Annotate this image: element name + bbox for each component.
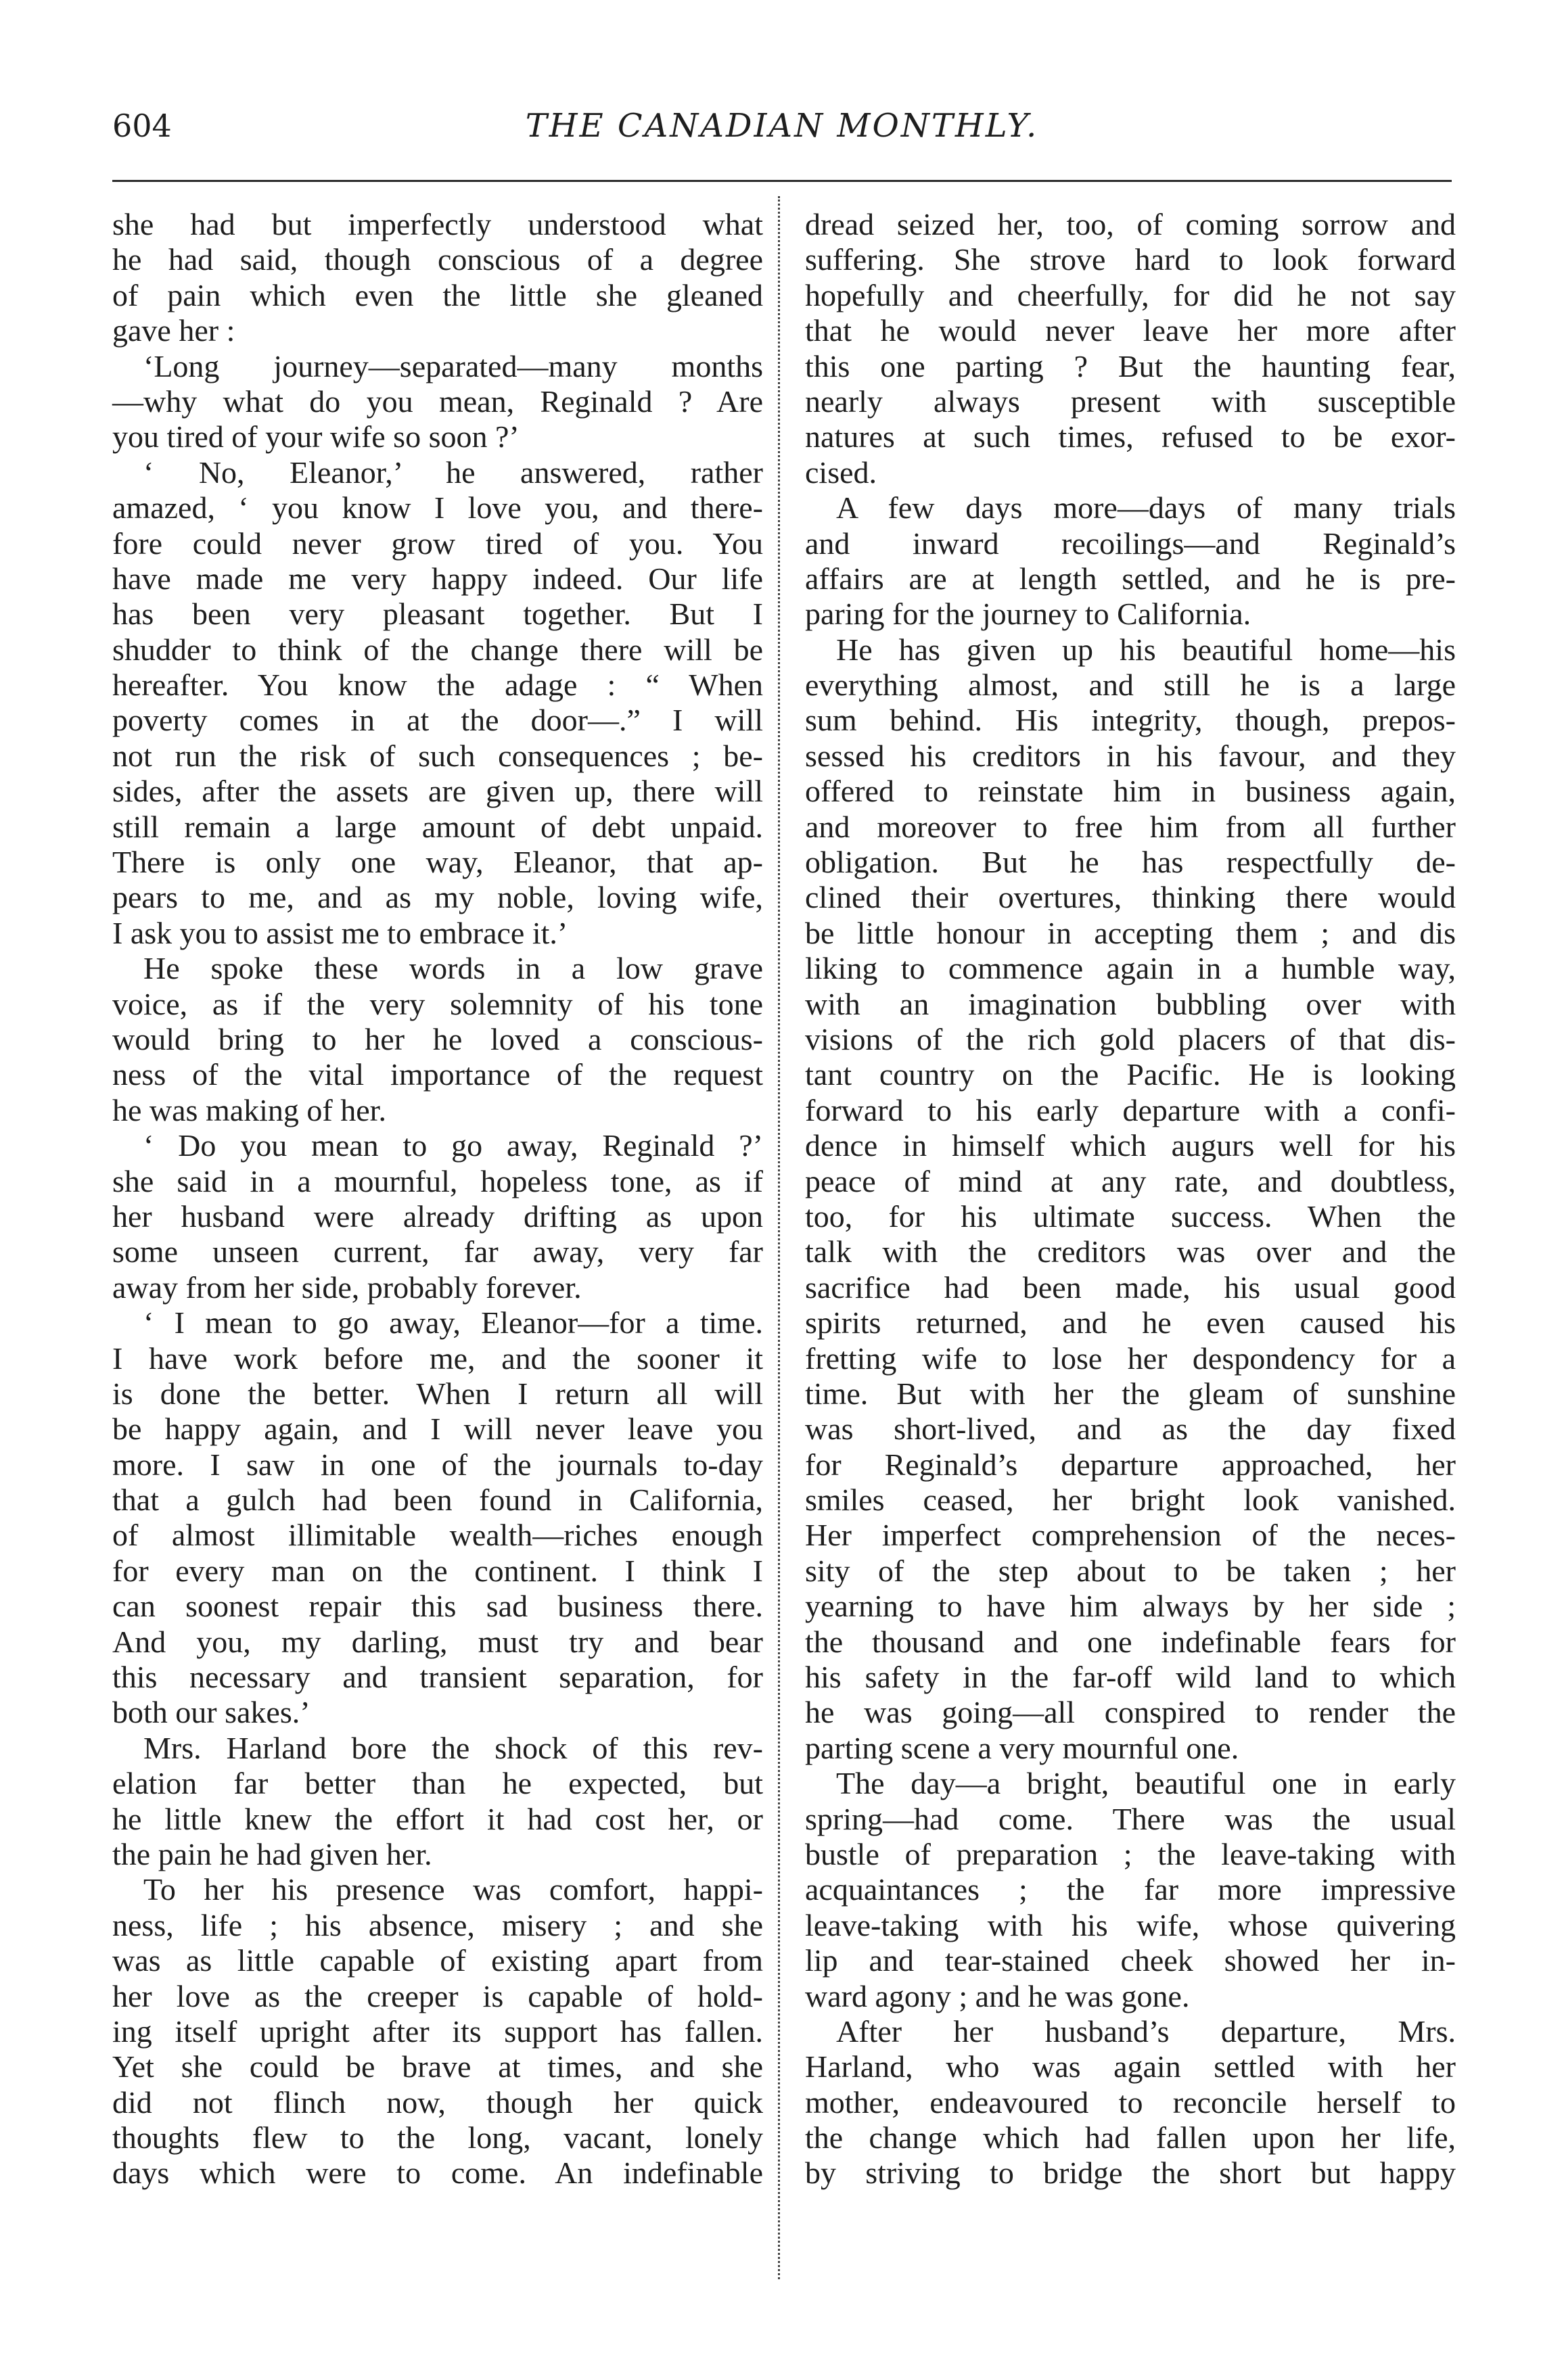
text-line: offered to reinstate him in business again, — [805, 774, 1456, 809]
text-line: He spoke these words in a low grave — [143, 951, 763, 986]
text-line: be little honour in accepting them ; and dis — [805, 915, 1456, 950]
text-line: be happy again, and I will never leave you — [112, 1411, 763, 1447]
text-line: he was going—all conspired to render the — [805, 1695, 1456, 1730]
text-line: To her his presence was comfort, happi- — [143, 1872, 763, 1907]
text-line: he little knew the effort it had cost her, or — [112, 1801, 763, 1836]
right-column — [805, 207, 1456, 2191]
text-line: obligation. But he has respectfully de- — [805, 845, 1456, 880]
text-line: hereafter. You know the adage : “ When — [112, 668, 763, 703]
text-line: days which were to come. An indefinable — [112, 2155, 763, 2191]
text-line: visions of the rich gold placers of that dis- — [805, 1021, 1456, 1056]
text-line: cised. — [805, 454, 877, 490]
header-rule — [112, 180, 1452, 182]
text-line: peace of mind at any rate, and doubtless, — [805, 1163, 1456, 1198]
text-line: Harland, who was again settled with her — [805, 2049, 1456, 2084]
text-line: forward to his early departure with a confi- — [805, 1092, 1456, 1127]
text-line: dence in himself which augurs well for his — [805, 1128, 1456, 1163]
text-line: parting scene a very mournful one. — [805, 1730, 1239, 1765]
text-line: suffering. She strove hard to look forward — [805, 242, 1456, 277]
text-line: acquaintances ; the far more impressive — [805, 1872, 1456, 1907]
text-line: with an imagination bubbling over with — [805, 986, 1456, 1021]
text-line: sum behind. His integrity, though, prepos- — [805, 703, 1456, 738]
text-line: you tired of your wife so soon ?’ — [112, 419, 520, 454]
column-divider — [778, 196, 780, 2279]
text-line: he was making of her. — [112, 1092, 386, 1127]
text-line: of almost illimitable wealth—riches enough — [112, 1518, 763, 1553]
text-line: by striving to bridge the short but happy — [805, 2155, 1456, 2191]
text-line: was as little capable of existing apart from — [112, 1943, 763, 1978]
text-line: spirits returned, and he even caused his — [805, 1305, 1456, 1340]
text-line: hopefully and cheerfully, for did he not say — [805, 277, 1456, 312]
text-line: mother, endeavoured to reconcile herself to — [805, 2084, 1456, 2120]
text-line: dread seized her, too, of coming sorrow and — [805, 207, 1456, 241]
text-line: shudder to think of the change there will be — [112, 632, 763, 667]
text-line: she said in a mournful, hopeless tone, as if — [112, 1163, 763, 1198]
text-line: lip and tear-stained cheek showed her in- — [805, 1943, 1456, 1978]
text-line: Mrs. Harland bore the shock of this rev- — [143, 1730, 763, 1765]
text-line: he had said, though conscious of a degree — [112, 242, 763, 277]
text-line: fretting wife to lose her despondency for a — [805, 1340, 1456, 1376]
text-line: smiles ceased, her bright look vanished. — [805, 1483, 1456, 1518]
text-line: Yet she could be brave at times, and she — [112, 2049, 763, 2084]
text-line: for every man on the continent. I think I — [112, 1553, 763, 1588]
text-line: A few days more—days of many trials — [836, 490, 1456, 526]
text-line: of pain which even the little she gleaned — [112, 277, 763, 312]
text-line: ‘ I mean to go away, Eleanor—for a time. — [143, 1305, 763, 1340]
text-line: pears to me, and as my noble, loving wife, — [112, 880, 763, 915]
text-line: both our sakes.’ — [112, 1695, 310, 1730]
text-line: that a gulch had been found in California, — [112, 1483, 763, 1518]
text-line: After her husband’s departure, Mrs. — [836, 2013, 1456, 2049]
text-line: everything almost, and still he is a large — [805, 668, 1456, 703]
text-line: and inward recoilings—and Reginald’s — [805, 526, 1456, 561]
text-line: leave-taking with his wife, whose quivering — [805, 1907, 1456, 1942]
text-line: yearning to have him always by her side ; — [805, 1589, 1456, 1624]
text-line: ness of the vital importance of the request — [112, 1057, 763, 1092]
text-line: sity of the step about to be taken ; her — [805, 1553, 1456, 1588]
text-line: talk with the creditors was over and the — [805, 1234, 1456, 1269]
text-line: ing itself upright after its support has fallen. — [112, 2013, 763, 2049]
text-line: sessed his creditors in his favour, and they — [805, 738, 1456, 773]
text-line: has been very pleasant together. But I — [112, 597, 763, 632]
text-line: I have work before me, and the sooner it — [112, 1340, 763, 1376]
text-line: not run the risk of such consequences ; be- — [112, 738, 763, 773]
text-line: He has given up his beautiful home—his — [836, 632, 1456, 667]
text-line: her love as the creeper is capable of hold- — [112, 1978, 763, 2013]
text-line: time. But with her the gleam of sunshine — [805, 1376, 1456, 1411]
text-line: too, for his ultimate success. When the — [805, 1198, 1456, 1234]
text-line: for Reginald’s departure approached, her — [805, 1447, 1456, 1482]
text-line: natures at such times, refused to be exor- — [805, 419, 1456, 454]
text-line: sacrifice had been made, his usual good — [805, 1269, 1456, 1305]
text-line: —why what do you mean, Reginald ? Are — [112, 383, 763, 419]
text-line: and moreover to free him from all further — [805, 809, 1456, 844]
text-line: I ask you to assist me to embrace it.’ — [112, 915, 568, 950]
text-line: The day—a bright, beautiful one in early — [836, 1766, 1456, 1801]
text-line: clined their overtures, thinking there would — [805, 880, 1456, 915]
text-line: There is only one way, Eleanor, that ap- — [112, 845, 763, 880]
text-line: the pain he had given her. — [112, 1836, 432, 1871]
running-title: THE CANADIAN MONTHLY. — [525, 107, 1039, 145]
text-line: fore could never grow tired of you. You — [112, 526, 763, 561]
text-line: was short-lived, and as the day fixed — [805, 1411, 1456, 1447]
text-line: have made me very happy indeed. Our life — [112, 561, 763, 596]
text-line: his safety in the far-off wild land to which — [805, 1660, 1456, 1695]
text-line: ward agony ; and he was gone. — [805, 1978, 1190, 2013]
text-line: gave her : — [112, 313, 235, 348]
text-line: ‘ Do you mean to go away, Reginald ?’ — [143, 1128, 763, 1163]
text-line: this one parting ? But the haunting fear, — [805, 348, 1456, 383]
text-line: bustle of preparation ; the leave-taking with — [805, 1836, 1456, 1871]
text-line: elation far better than he expected, but — [112, 1766, 763, 1801]
text-line: ‘ No, Eleanor,’ he answered, rather — [143, 454, 763, 490]
text-line: liking to commence again in a humble way, — [805, 951, 1456, 986]
text-line: nearly always present with susceptible — [805, 383, 1456, 419]
text-line: spring—had come. There was the usual — [805, 1801, 1456, 1836]
text-line: did not flinch now, though her quick — [112, 2084, 763, 2120]
text-line: the change which had fallen upon her life, — [805, 2120, 1456, 2155]
text-line: can soonest repair this sad business there. — [112, 1589, 763, 1624]
text-line: that he would never leave her more after — [805, 313, 1456, 348]
left-column — [112, 207, 763, 2191]
text-line: is done the better. When I return all will — [112, 1376, 763, 1411]
text-line: ‘Long journey—separated—many months — [143, 348, 763, 383]
text-line: some unseen current, far away, very far — [112, 1234, 763, 1269]
text-line: this necessary and transient separation, for — [112, 1660, 763, 1695]
text-line: poverty comes in at the door—.” I will — [112, 703, 763, 738]
text-line: ness, life ; his absence, misery ; and she — [112, 1907, 763, 1942]
text-line: away from her side, probably forever. — [112, 1269, 582, 1305]
text-line: she had but imperfectly understood what — [112, 207, 763, 241]
text-line: the thousand and one indefinable fears for — [805, 1624, 1456, 1659]
text-line: would bring to her he loved a conscious- — [112, 1021, 763, 1056]
text-line: paring for the journey to California. — [805, 597, 1251, 632]
text-line: still remain a large amount of debt unpaid. — [112, 809, 763, 844]
text-line: sides, after the assets are given up, there will — [112, 774, 763, 809]
running-header — [112, 101, 1452, 150]
text-line: Her imperfect comprehension of the neces- — [805, 1518, 1456, 1553]
text-line: voice, as if the very solemnity of his tone — [112, 986, 763, 1021]
text-line: amazed, ‘ you know I love you, and there- — [112, 490, 763, 526]
page-number: 604 — [112, 108, 172, 144]
text-line: And you, my darling, must try and bear — [112, 1624, 763, 1659]
text-line: her husband were already drifting as upon — [112, 1198, 763, 1234]
text-line: more. I saw in one of the journals to-day — [112, 1447, 763, 1482]
text-line: tant country on the Pacific. He is looking — [805, 1057, 1456, 1092]
text-line: affairs are at length settled, and he is pre- — [805, 561, 1456, 596]
text-line: thoughts flew to the long, vacant, lonely — [112, 2120, 763, 2155]
